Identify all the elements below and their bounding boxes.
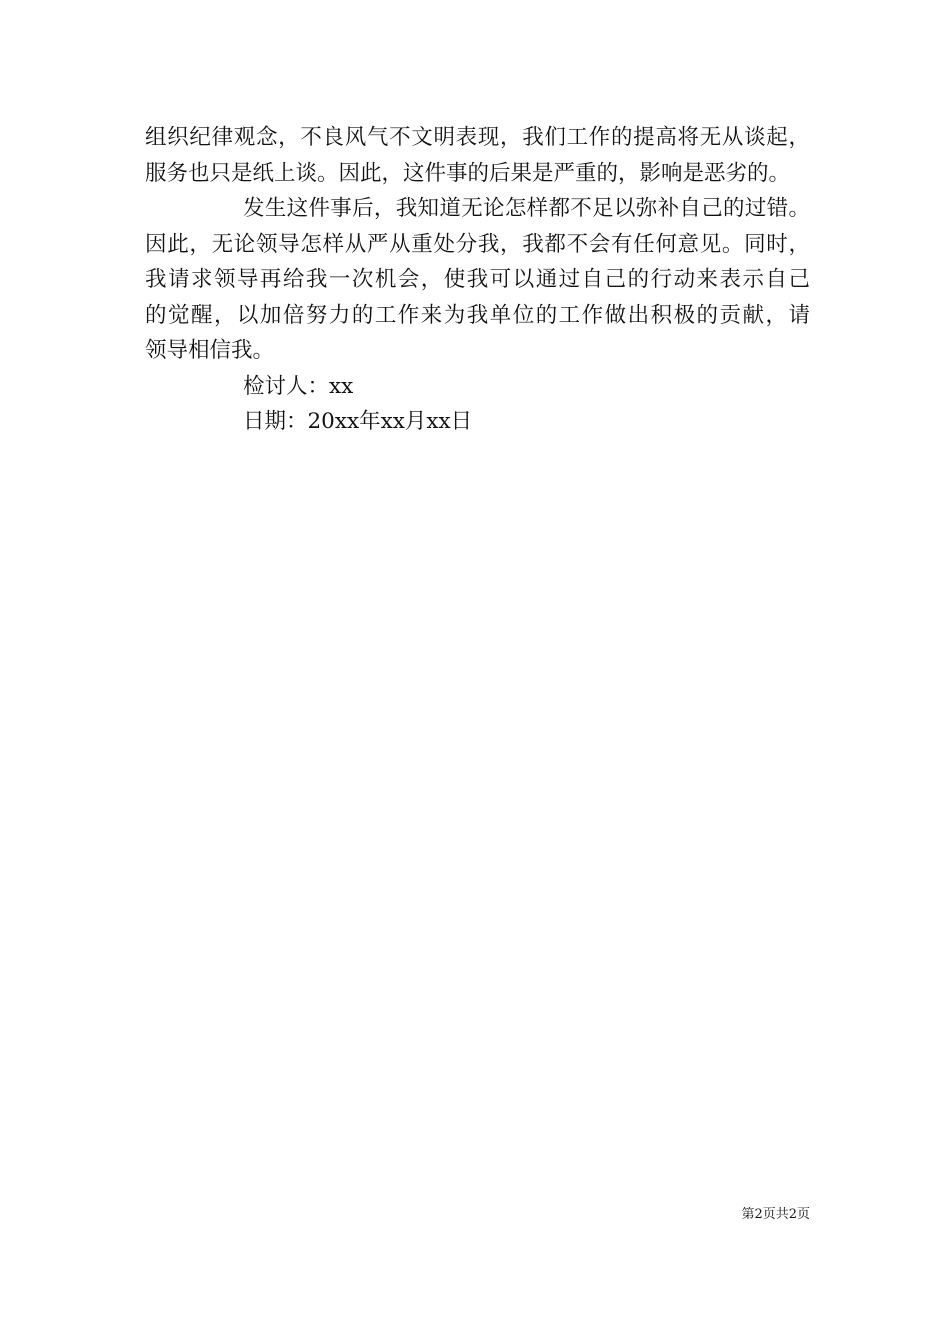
document-body <box>145 120 810 440</box>
paragraph-line: 的觉醒，以加倍努力的工作来为我单位的工作做出积极的贡献，请 <box>145 302 810 328</box>
paragraph-1 <box>145 120 810 191</box>
signature-date: 日期：20xx年xx月xx日 <box>243 409 473 434</box>
paragraph-line: 因此，无论领导怎样从严从重处分我，我都不会有任何意见。同时， <box>145 231 810 257</box>
paragraph-line: 发生这件事后，我知道无论怎样都不足以弥补自己的过错。 <box>243 196 810 221</box>
paragraph-line: 组织纪律观念，不良风气不文明表现，我们工作的提高将无从谈起， <box>145 125 810 150</box>
page-number-footer: 第2页共2页 <box>741 1207 810 1222</box>
reviewer-signature: 检讨人：xx <box>243 373 354 399</box>
paragraph-line: 我请求领导再给我一次机会，使我可以通过自己的行动来表示自己 <box>145 267 810 292</box>
paragraph-line: 领导相信我。 <box>145 338 275 363</box>
signature-block <box>145 369 810 440</box>
paragraph-line: 服务也只是纸上谈。因此，这件事的后果是严重的，影响是恶劣的。 <box>145 160 791 186</box>
paragraph-2 <box>145 191 810 369</box>
